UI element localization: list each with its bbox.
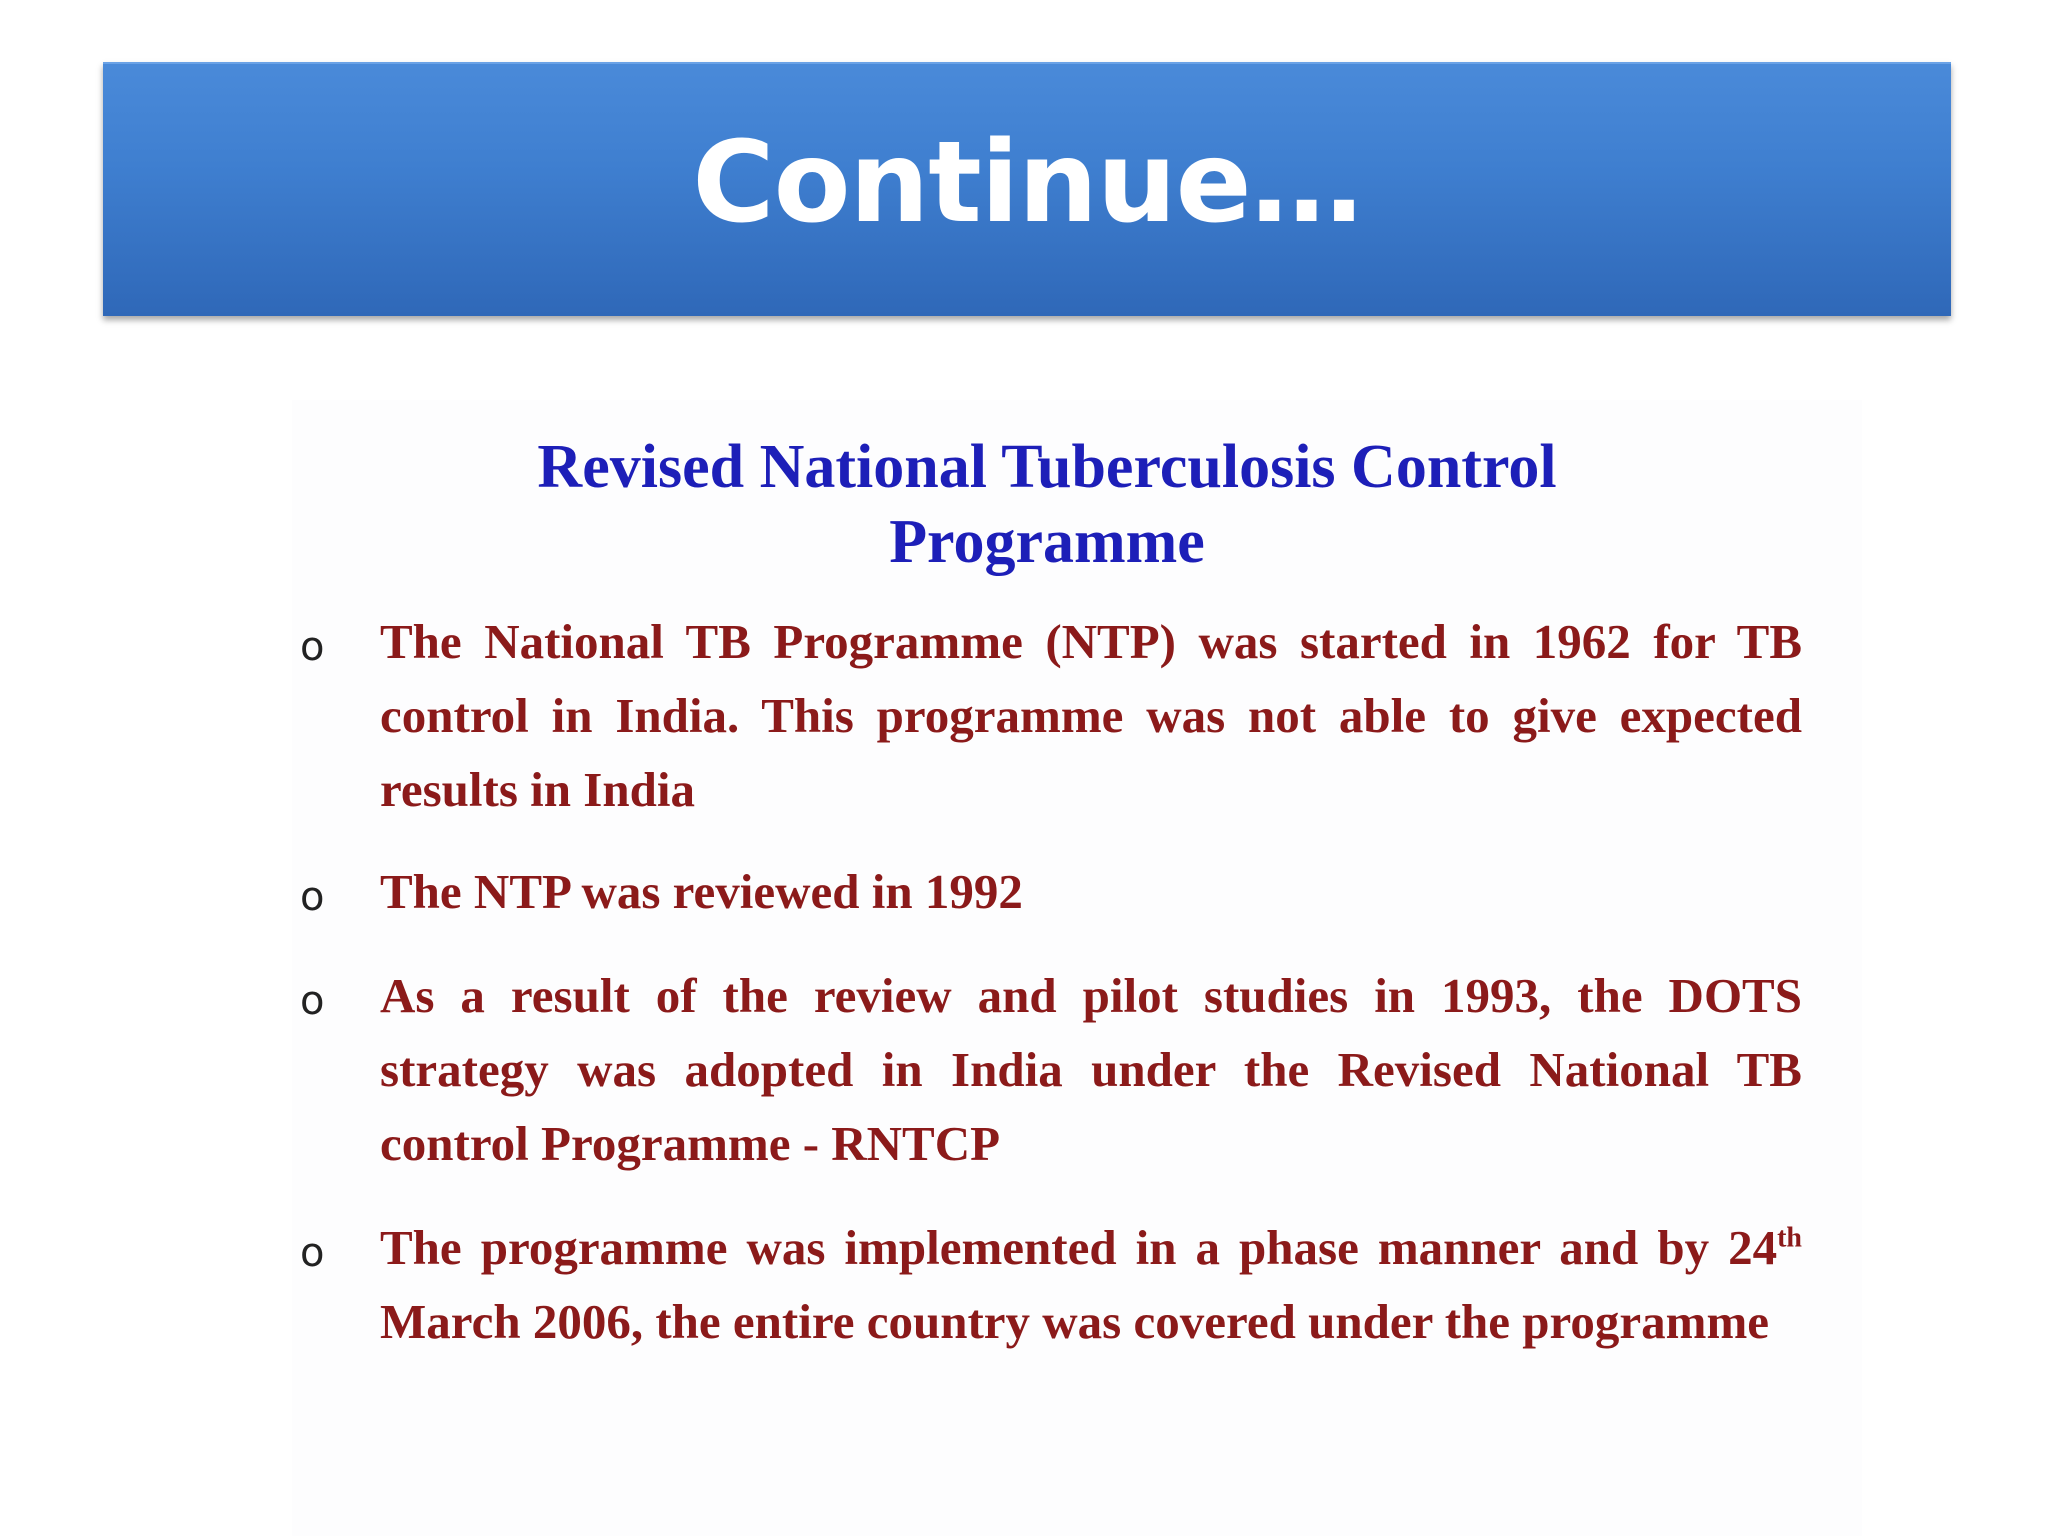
bullet-text-part: March 2006, the entire country was covered under the programme	[380, 1294, 1770, 1349]
slide-title: Continue…	[692, 118, 1362, 248]
ordinal-superscript: th	[1777, 1222, 1802, 1254]
content-subtitle	[292, 430, 1802, 580]
content-image	[292, 400, 1862, 1536]
bullet-item	[292, 605, 1802, 827]
bullet-text: As a result of the review and pilot studies in 1993, the DOTS strategy was adopted in India under the Revised National TB control Programme - RNTCP	[380, 968, 1802, 1171]
bullet-text: The NTP was reviewed in 1992	[380, 864, 1023, 919]
subtitle-line-2: Programme	[889, 508, 1205, 576]
bullet-item	[292, 1211, 1802, 1359]
bullet-item	[292, 855, 1802, 929]
bullet-marker: o	[300, 874, 325, 920]
subtitle-line-1: Revised National Tuberculosis Control	[537, 433, 1557, 501]
bullet-list	[292, 605, 1802, 1359]
bullet-text: The National TB Programme (NTP) was started in 1962 for TB control in India. This programme was not able to give expected results in India	[380, 614, 1802, 817]
title-bar	[103, 62, 1951, 316]
bullet-text	[380, 1220, 1802, 1349]
bullet-marker: o	[300, 978, 325, 1024]
bullet-item	[292, 959, 1802, 1181]
bullet-marker: o	[300, 1230, 325, 1276]
bullet-marker: o	[300, 624, 325, 670]
bullet-text-part: The programme was implemented in a phase manner and by 24	[380, 1220, 1778, 1275]
